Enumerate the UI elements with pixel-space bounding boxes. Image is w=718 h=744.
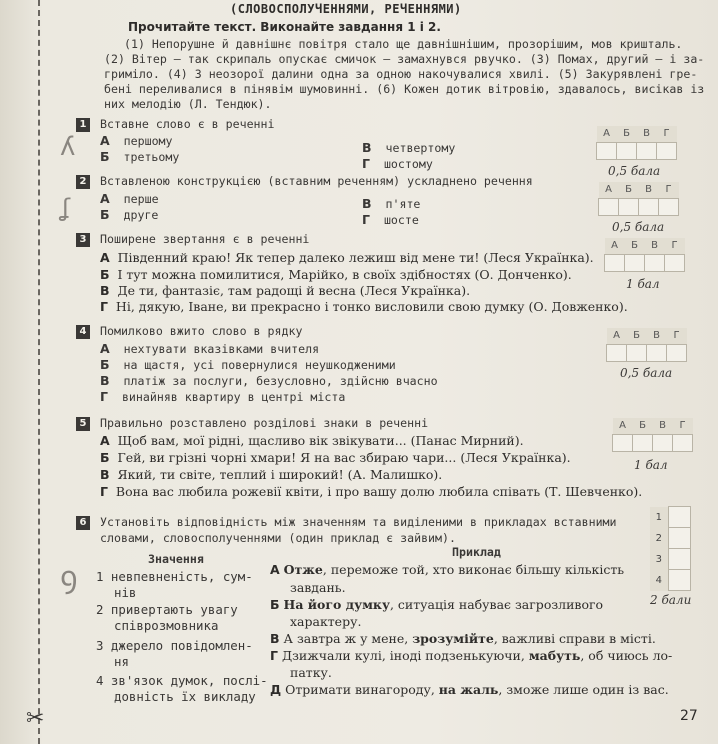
text-line: бені переливалися в пінявім шумовинні. (6) Кожен дотик вітровію, здавалось, висікав із: [104, 82, 705, 96]
meaning-4-line1: 4 зв'язок думок, послі-: [96, 673, 268, 688]
task-score: 1 бал: [626, 277, 660, 291]
task-score: 2 бали: [650, 593, 692, 607]
task-question: словами, словосполученнями (один приклад є зайвим).: [100, 531, 456, 545]
meaning-3-line1: 3 джерело повідомлен-: [96, 638, 253, 653]
option-a: А першому: [100, 133, 173, 148]
page-header: (СЛОВОСПОЛУЧЕННЯМИ, РЕЧЕННЯМИ): [230, 2, 462, 16]
meaning-1-line2: нів: [114, 585, 137, 600]
text-line: них мелодію (Л. Тендюк).: [104, 97, 272, 111]
meaning-2-line2: співрозмовника: [114, 618, 219, 633]
option-a: А Південний краю! Як тепер далеко лежиш від мене ти! (Леся Українка).: [100, 250, 594, 265]
task-score: 1 бал: [634, 458, 668, 472]
option-c: В п'яте: [362, 196, 421, 211]
example-a-line1: А Отже, переможе той, хто виконає більшу кількість: [270, 562, 625, 577]
text-line: гриміло. (4) З неозорої далини одна за одною накочувалися хвилі. (5) Закурявлені гре-: [104, 67, 698, 81]
answer-grid[interactable]: А Б В Г: [612, 418, 693, 452]
answer-grid[interactable]: А Б В Г: [596, 126, 677, 160]
pencil-mark-icon: ʆ: [62, 194, 71, 222]
example-e-line1: Д Отримати винагороду, на жаль, зможе лише один із вас.: [270, 682, 669, 697]
option-d: Г винайняв квартиру в центрі міста: [100, 389, 346, 404]
text-line: (1) Непорушне й давнішнє повітря стало ще давнішнішим, прозорішим, мов кришталь.: [124, 37, 683, 51]
task-score: 0,5 бала: [620, 366, 673, 380]
option-c: В Який, ти світе, теплий і широкий! (А. Малишко).: [100, 467, 443, 482]
answer-grid[interactable]: А Б В Г: [598, 182, 679, 216]
column-header-example: Приклад: [452, 545, 501, 559]
task-question: Вставленою конструкцією (вставним реченням) ускладнено речення: [100, 174, 533, 188]
option-a: А Щоб вам, мої рідні, щасливо вік звікувати... (Панас Мирний).: [100, 433, 524, 448]
meaning-2-line1: 2 привертають увагу: [96, 602, 238, 617]
task-number: 4: [76, 325, 90, 339]
task-question: Установіть відповідність між значенням та виділеними в прикладах вставними: [100, 515, 617, 529]
task-score: 0,5 бала: [612, 220, 665, 234]
option-d: Г Вона вас любила рожевії квіти, і про вашу долю любила співать (Т. Шевченко).: [100, 484, 643, 499]
task-question: Поширене звертання є в реченні: [100, 232, 310, 246]
answer-grid[interactable]: А Б В Г: [604, 238, 685, 272]
task-question: Вставне слово є в реченні: [100, 117, 275, 131]
column-header-meaning: Значення: [148, 552, 204, 566]
instruction: Прочитайте текст. Виконайте завдання 1 і 2.: [128, 20, 441, 34]
answer-grid[interactable]: А Б В Г: [606, 328, 687, 362]
task-question: Правильно розставлено розділові знаки в реченні: [100, 416, 429, 430]
page-number: 27: [680, 708, 698, 724]
option-b: Б І тут можна помилитися, Марійко, в своїх здібностях (О. Донченко).: [100, 267, 572, 282]
example-a-line2: завдань.: [290, 580, 346, 595]
task-number: 5: [76, 417, 90, 431]
option-b: Б друге: [100, 207, 159, 222]
scissors-icon: ✂: [26, 706, 45, 731]
example-c-line1: В А завтра ж у мене, зрозумійте, важливі справи в місті.: [270, 631, 656, 646]
task-number: 3: [76, 233, 90, 247]
option-c: В Де ти, фантазіє, там радощі й весна (Леся Українка).: [100, 283, 471, 298]
matching-grid[interactable]: 1 2 3 4: [650, 506, 691, 591]
task-number: 2: [76, 175, 90, 189]
option-c: В платіж за послуги, безусловно, здійсню вчасно: [100, 373, 438, 388]
meaning-1-line1: 1 невпевненість, сум-: [96, 569, 253, 584]
example-d-line1: Г Дзижчали кулі, іноді подзенькуючи, мабуть, об чиюсь ло-: [270, 648, 673, 663]
pencil-mark-icon: ꝯ: [60, 560, 78, 595]
meaning-4-line2: довність їх викладу: [114, 689, 256, 704]
task-number: 6: [76, 516, 90, 530]
text-line: (2) Вітер – так скрипаль опускає смичок – замахнувся рвучко. (3) Помах, другий – і за-: [104, 52, 705, 66]
option-b: Б Гей, ви грізні чорні хмари! Я на вас збираю чари... (Леся Українка).: [100, 450, 571, 465]
meaning-3-line2: ня: [114, 654, 129, 669]
task-number: 1: [76, 118, 90, 132]
option-d: Г шостому: [362, 156, 433, 171]
example-b-line1: Б На його думку, ситуація набуває загрозливого: [270, 597, 604, 612]
cut-line: [38, 0, 40, 744]
option-d: Г шосте: [362, 212, 419, 227]
option-d: Г Ні, дякую, Іване, ви прекрасно і тонко висловили свою думку (О. Довженко).: [100, 299, 628, 314]
task-question: Помилково вжито слово в рядку: [100, 324, 303, 338]
task-score: 0,5 бала: [608, 164, 661, 178]
example-b-line2: характеру.: [290, 614, 362, 629]
option-c: В четвертому: [362, 140, 456, 155]
option-a: А перше: [100, 191, 159, 206]
option-a: А нехтувати вказівками вчителя: [100, 341, 320, 356]
option-b: Б третьому: [100, 149, 180, 164]
pencil-mark-icon: ʎ: [60, 132, 76, 162]
example-d-line2: патку.: [290, 665, 332, 680]
option-b: Б на щастя, усі повернулися неушкодженими: [100, 357, 396, 372]
